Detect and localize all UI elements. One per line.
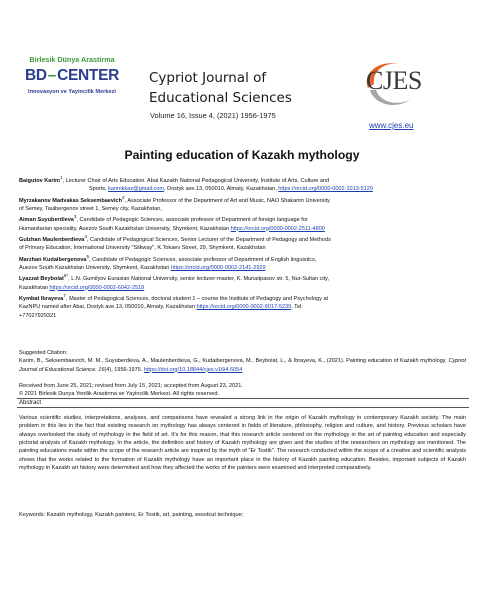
suggested-citation: [19, 349, 466, 374]
author-sup: 5: [86, 253, 90, 259]
author-affiliation: , Master of Pedagogical Sciences, doctoral student 1 – course the Institute of Pedagogy and Psychology at: [65, 295, 329, 302]
author-sup: 3: [73, 214, 77, 220]
cjes-logo: [358, 58, 420, 116]
author-entry: [19, 174, 466, 194]
author-sup: 7: [63, 292, 66, 298]
author-affiliation: , Associate Professor of the Department of Art and Music, NAO Shakarim University: [124, 197, 330, 204]
author-orcid-link[interactable]: https://orcid.org/0000-0002-9017-5239: [196, 304, 292, 311]
journal-title: Cypriot Journal of Educational Sciences: [149, 70, 292, 106]
citation-journal: Cypriot Journal of Educational Science. 16: [19, 358, 467, 373]
author-name: Myrzakanov Madvakas Seksembaevich: [19, 197, 122, 204]
author-affiliation-cont: of Semey, Tauibergenov street 1, Semey city, Kazakhstan,: [19, 205, 162, 212]
paper-title: Painting education of Kazakh mythology: [124, 148, 360, 162]
logo-top-text: Birlesik Dünya Arastirma: [29, 55, 115, 64]
author-affiliation: , Lecturer Chair of Arts Education. Abai Kazakh National Pedagogical University, Institute of Arts, Culture and: [62, 177, 330, 184]
author-name: Lyazzat Beybolat: [19, 276, 64, 283]
author-address: , Dostyk ave.13, 050010, Almaty, Kazakhstan,: [164, 186, 277, 193]
keywords: Keywords: Kazakh mythology, Kazakh painters, Er Tostik, art, painting, woodcut technique;: [19, 512, 244, 518]
author-sup: 6*: [63, 273, 69, 279]
author-sup: 1: [60, 175, 63, 180]
citation-text-a: Karim, B., Seksembaevich, M. M., Suyuberdieva, A., Maulenberdieva, G., Kudaibergenova, M., Beybolat, L., & Ibrayeva, K., (2021). Painting education of Kazakh mythology.: [19, 358, 447, 365]
cjes-logo-text: CJES: [366, 66, 422, 95]
author-affiliation-cont: KazNPU named after Abai, Dostyk ave.13, 050010, Almaty, Kazakhstan: [19, 304, 195, 311]
author-entry: [19, 194, 466, 214]
received-dates: Received from June 25, 2021; revised from July 15, 2021; accepted from August 23, 2021.: [19, 383, 243, 389]
author-entry: [19, 292, 466, 320]
author-affiliation: , Candidate of Pedagogic Sciences, associate professor of Department of foreign language for: [76, 217, 308, 224]
author-orcid-link[interactable]: https://orcid.org/0000-0002-6042-2518: [49, 284, 145, 291]
received-info: [19, 382, 466, 399]
author-entry: [19, 233, 466, 253]
author-name: Aiman Suyuberdieva: [19, 217, 74, 224]
author-name: Marzhan Kudaibergenova: [19, 256, 87, 263]
journal-url-link[interactable]: www.cjes.eu: [369, 121, 414, 130]
author-tel-label: . Tel:: [291, 304, 303, 311]
citation-text: [19, 357, 466, 374]
logo-center-text: [22, 67, 122, 85]
abstract-heading: Abstract: [17, 398, 469, 408]
volume-line: Volume 16, Issue 4, (2021) 1956-1975: [150, 111, 276, 120]
citation-label: Suggested Citation:: [19, 350, 68, 356]
author-name: Kymbat Ibrayeva: [19, 295, 64, 302]
author-affiliation-cont: Kazakhstan: [19, 284, 48, 291]
citation-text-b: (4), 1956-1975.: [104, 366, 143, 373]
author-entry: [19, 213, 466, 233]
logo-bd: BD: [24, 67, 47, 84]
author-affiliation-cont: Auezov South Kazakhstan University, Shymkent, Kazakhstan: [19, 264, 170, 271]
logo-dash-icon: –: [47, 67, 57, 84]
author-email-link[interactable]: karimkkaz@gmail.com: [108, 186, 164, 193]
author-tel: +77027929321: [19, 312, 57, 319]
author-sup: 4: [84, 233, 87, 239]
author-affiliation-cont: of Primary Education, International University "Silkway", K.Tokaev Street, 29, Shymkent, Kazakhstan: [19, 245, 266, 252]
author-affiliation: , Candidate of Pedagogical Sciences, Senior Lecturer of the Department of Pedagogy and Methods: [86, 236, 331, 243]
author-orcid-link[interactable]: https://orcid.org/0000-0002-1013-5129: [278, 186, 373, 193]
logo-center: CENTER: [57, 67, 120, 84]
citation-doi-link[interactable]: https://doi.org/10.18844/cjes.v16i4.6054: [143, 366, 243, 373]
author-affiliation: , L.N. Gumilyov Eurasian National University, senior lecturer-master, K. Munaitpasov str. 5, Nur-Sultan city,: [68, 276, 330, 283]
author-name: Baigutov Karim: [19, 177, 60, 184]
bd-center-logo: [22, 56, 122, 106]
author-sup: 2: [121, 194, 125, 200]
author-orcid-link[interactable]: https://orcid.org/0000-0002-2141-2929: [170, 264, 266, 271]
logo-sub-text: Innovasyon ve Yayincilik Merkezi: [28, 89, 116, 95]
author-name: Gulzhan Maulenberdieva: [19, 236, 85, 243]
author-affiliation-cont-text: Sports,: [89, 186, 107, 193]
author-affiliation-cont: Humanitarian speciality, Auezov South Kazakhstan University, Shymkent, Kazakhstan: [19, 225, 230, 232]
author-entry: [19, 253, 466, 273]
author-affiliation-cont: [19, 185, 466, 193]
author-list: [19, 174, 466, 320]
abstract-body: Various scientific studies, interpretations, analyses, and comparisons have revealed a strong link in the origin of Kazakh mythology in contemporary Kazakh society. The main problem in this lies in the fact that existing research on mythology has always centered in fields of literature, philosophy, religion and culture, and history. Previous scholars have always overlooked the study of mythology in the field of art. It’s for this reason, that this research article centered on the mythology in the art of painting education and especially pictorial analysis of Kazakh mythology. In the article, the definition and history of Kazakh mythology are given and the studies of the researchers on mythology are mentioned. The painting educations made within the scope of the research article are inspired by the myth of "Er Tostik". The research conducted within the scope of a creative and scientific analysis shows that the works related to the formation of Kazakh mythology have an important place in the history of Kazakh painting education. Besides, important subjects of Kazakh mythology in Kazakh art history were determined and how they affected the works of the painters were examined and interpreted comparatively.: [19, 415, 466, 472]
copyright-line: © 2021 Birlesik Dunya Yenilik Arastirma ve Yayincilik Merkezi. All rights reserved.: [19, 391, 220, 398]
author-orcid-link[interactable]: https://orcid.org/0000-0002-2511-4800: [230, 225, 325, 232]
author-affiliation: , Candidate of Pedagogic Sciences, associate professor of Department of English linguistics,: [89, 256, 317, 263]
author-entry: [19, 272, 466, 292]
